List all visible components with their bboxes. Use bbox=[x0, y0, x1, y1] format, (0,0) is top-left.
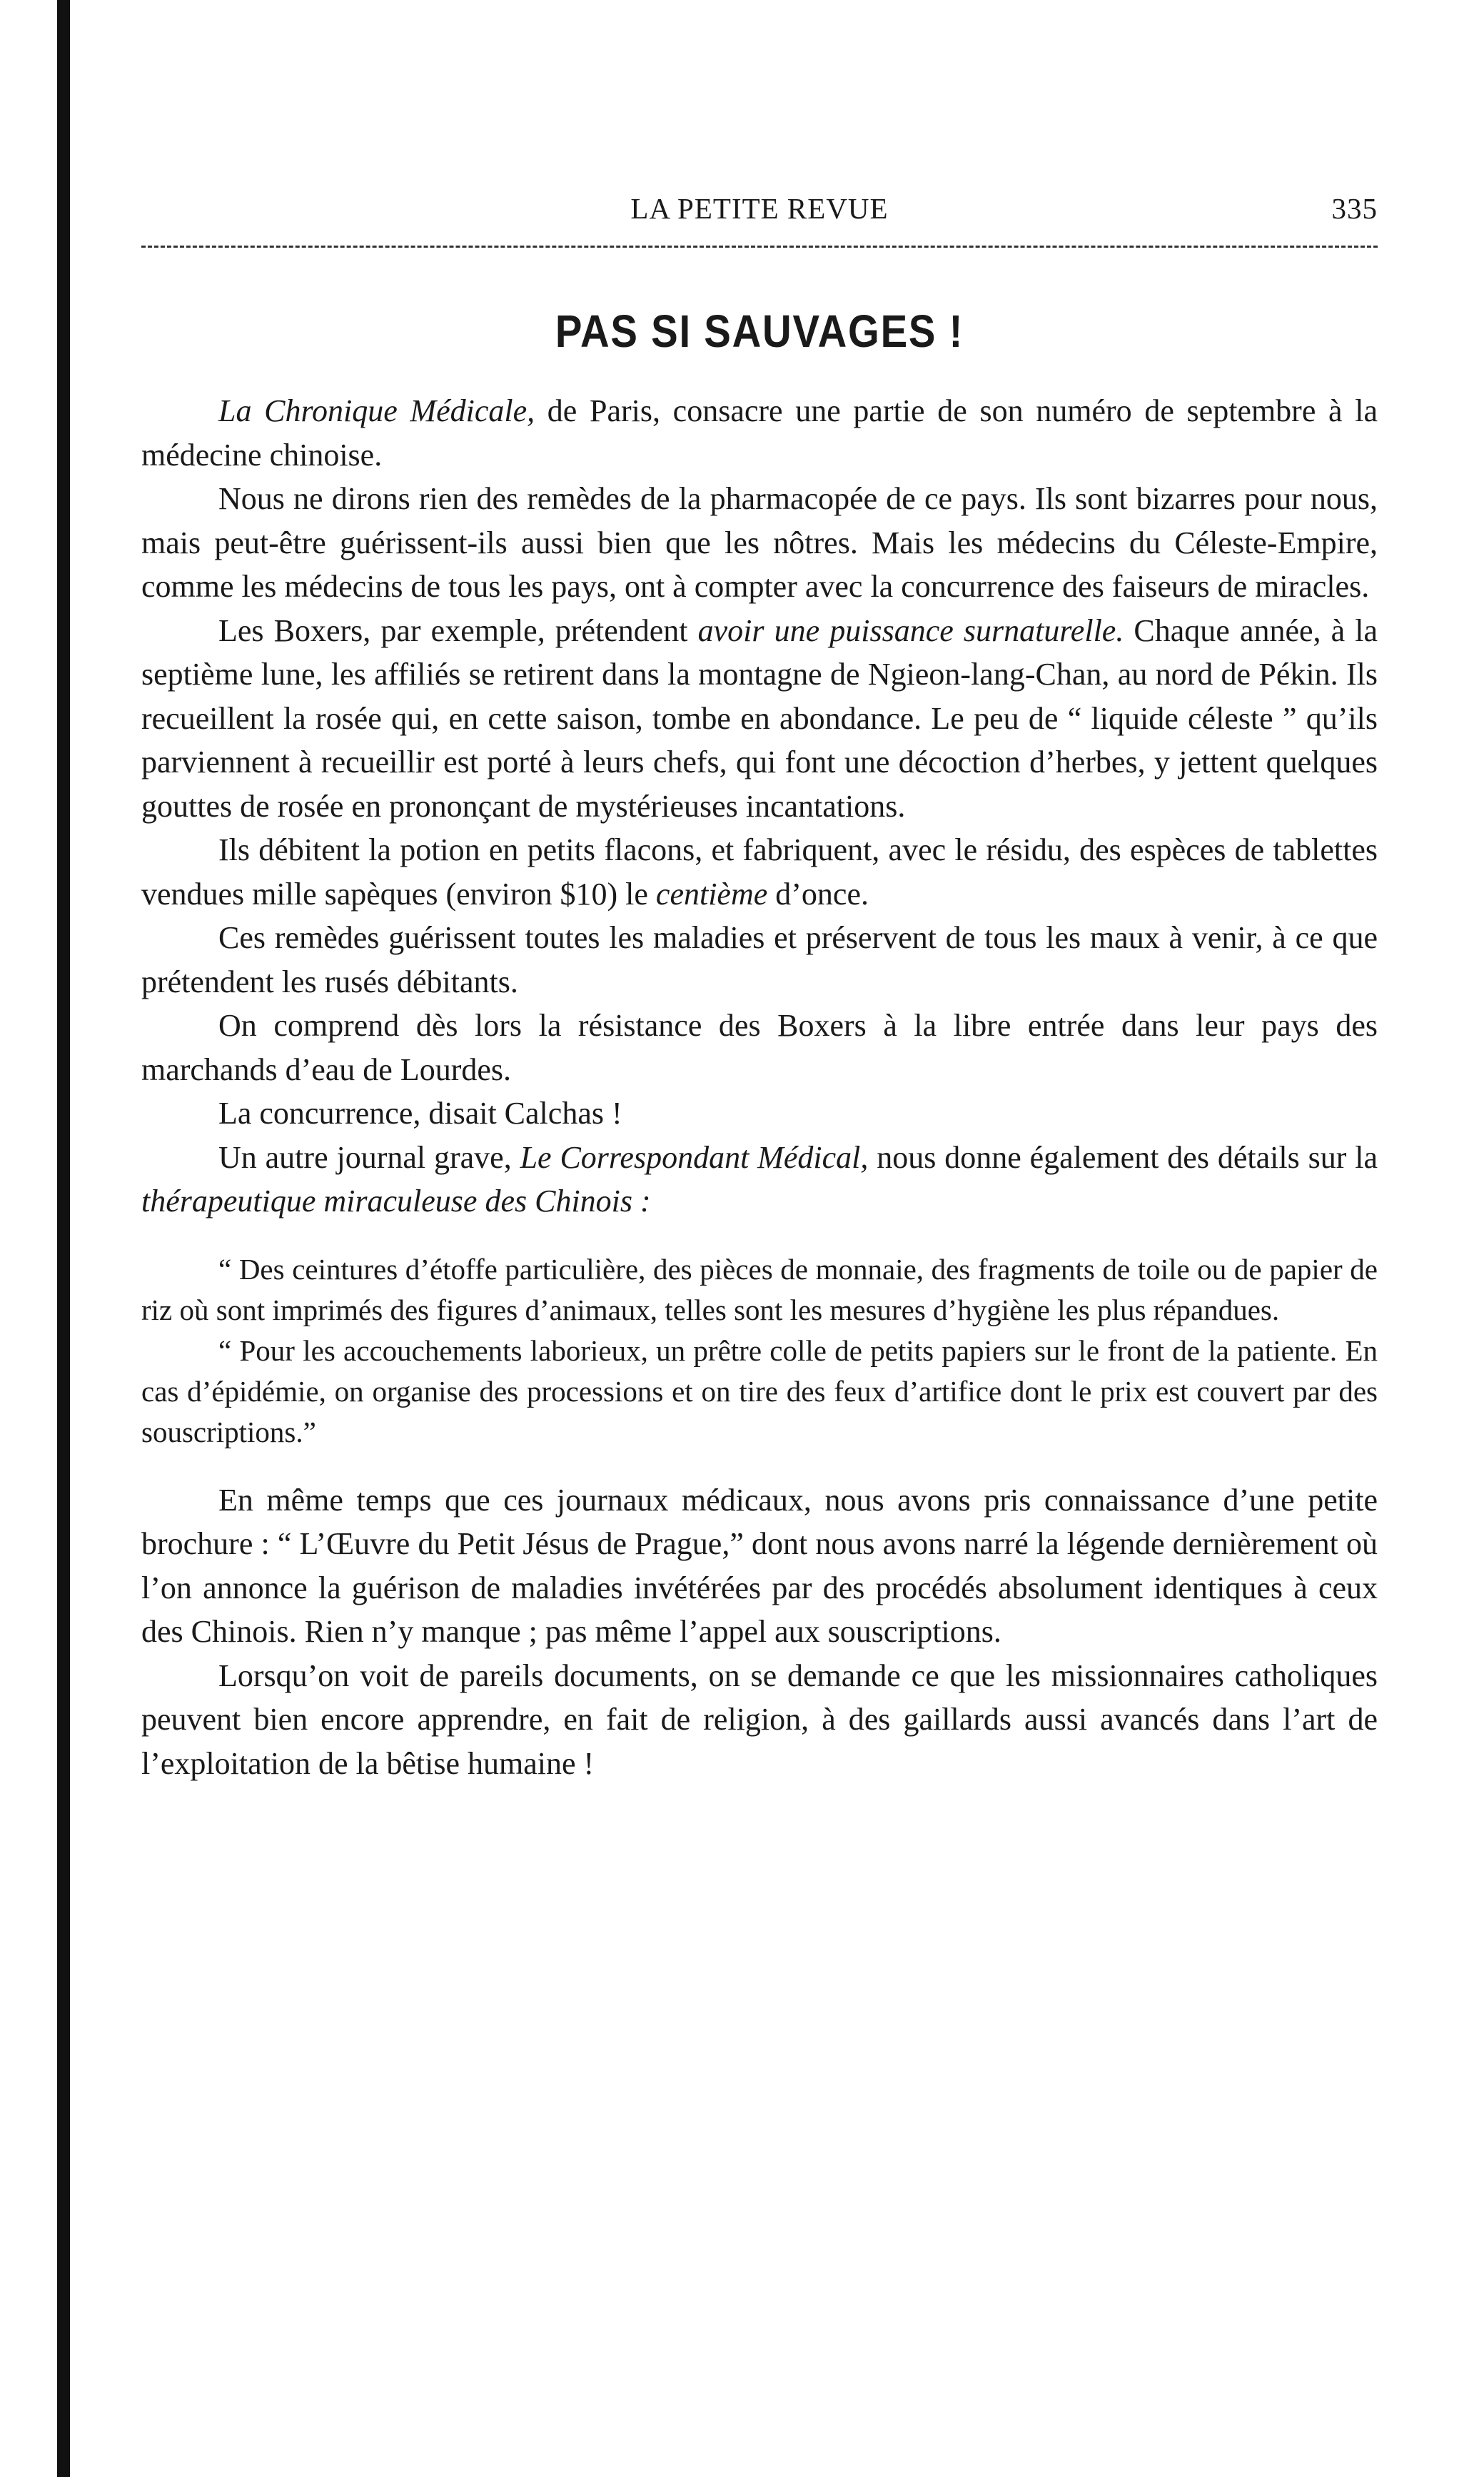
page-number: 335 bbox=[1331, 192, 1378, 225]
page bbox=[141, 178, 1378, 1785]
source-name: La Chronique Médicale, bbox=[218, 393, 535, 428]
paragraph-7: La concurrence, disait Calchas ! bbox=[218, 1096, 622, 1131]
paragraph-2: Nous ne dirons rien des remèdes de la pharmacopée de ce pays. Ils sont bizarres pour nous, mais peut-être guérissent-ils aussi bien que les nôtres. Mais les médecins du Céleste-Empire, comme les médecins de tous les pays, ont à compter avec la concurrence des faiseurs de miracles. bbox=[141, 481, 1378, 604]
paragraph-3: Les Boxers, par exemple, prétendent avoir une puissance surnaturelle. Chaque année, à la septième lune, les affiliés se retirent dans la montagne de Ngieon-lang-Chan, au nord de Pékin. Ils recueillent la rosée qui, en cette saison, tombe en abondance. Le peu de “ liquide céleste ” qu’ils parviennent à recueillir est porté à leurs chefs, qui font une décoction d’herbes, y jettent quelques gouttes de rosée en prononçant de mystérieuses incantations. bbox=[141, 612, 1378, 824]
paragraph-5: Ces remèdes guérissent toutes les maladies et préservent de tous les maux à venir, à ce que prétendent les rusés débitants. bbox=[141, 920, 1378, 999]
quote-paragraph-1: “ Des ceintures d’étoffe particulière, des pièces de monnaie, des fragments de toile ou de papier de riz où sont imprimés des figures d’animaux, telles sont les mesures d’hygiène les plus répandues. bbox=[141, 1252, 1378, 1326]
scan-gutter-edge bbox=[57, 0, 70, 2477]
paragraph-9: En même temps que ces journaux médicaux, nous avons pris connaissance d’une petite brochure : “ L’Œuvre du Petit Jésus de Prague,” dont nous avons narré la légende dernièrement où l’on annonce la guérison de maladies invétérées par des procédés absolument identiques à ceux des Chinois. Rien n’y manque ; pas même l’appel aux souscriptions. bbox=[141, 1482, 1378, 1649]
article-body-continued bbox=[141, 1478, 1378, 1786]
paragraph-1: La Chronique Médicale, de Paris, consacre une partie de son numéro de septembre à la médecine chinoise. bbox=[141, 393, 1378, 473]
paragraph-6: On comprend dès lors la résistance des Boxers à la libre entrée dans leur pays des marchands d’eau de Lourdes. bbox=[141, 1008, 1378, 1087]
paragraph-8: Un autre journal grave, Le Correspondant Médical, nous donne également des détails sur la thérapeutique miraculeuse des Chinois : bbox=[141, 1139, 1378, 1219]
running-header bbox=[141, 178, 1378, 228]
article-title: PAS SI SAUVAGES ! bbox=[555, 306, 964, 357]
paragraph-10: Lorsqu’on voit de pareils documents, on se demande ce que les missionnaires catholiques peuvent bien encore apprendre, en fait de religion, à des gaillards aussi avancés dans l’art de l’exploitation de la bêtise humaine ! bbox=[141, 1658, 1378, 1781]
block-quote bbox=[141, 1249, 1378, 1453]
article-body bbox=[141, 389, 1378, 1224]
header-rule bbox=[141, 246, 1378, 248]
running-title: LA PETITE REVUE bbox=[630, 192, 889, 225]
quote-paragraph-2: “ Pour les accouchements laborieux, un prêtre colle de petits papiers sur le front de la patiente. En cas d’épidémie, on organise des processions et on tire des feux d’artifice dont le prix est couvert par des souscriptions.” bbox=[141, 1333, 1378, 1448]
paragraph-4: Ils débitent la potion en petits flacons, et fabriquent, avec le résidu, des espèces de tablettes vendues mille sapèques (environ $10) le centième d’once. bbox=[141, 832, 1378, 912]
